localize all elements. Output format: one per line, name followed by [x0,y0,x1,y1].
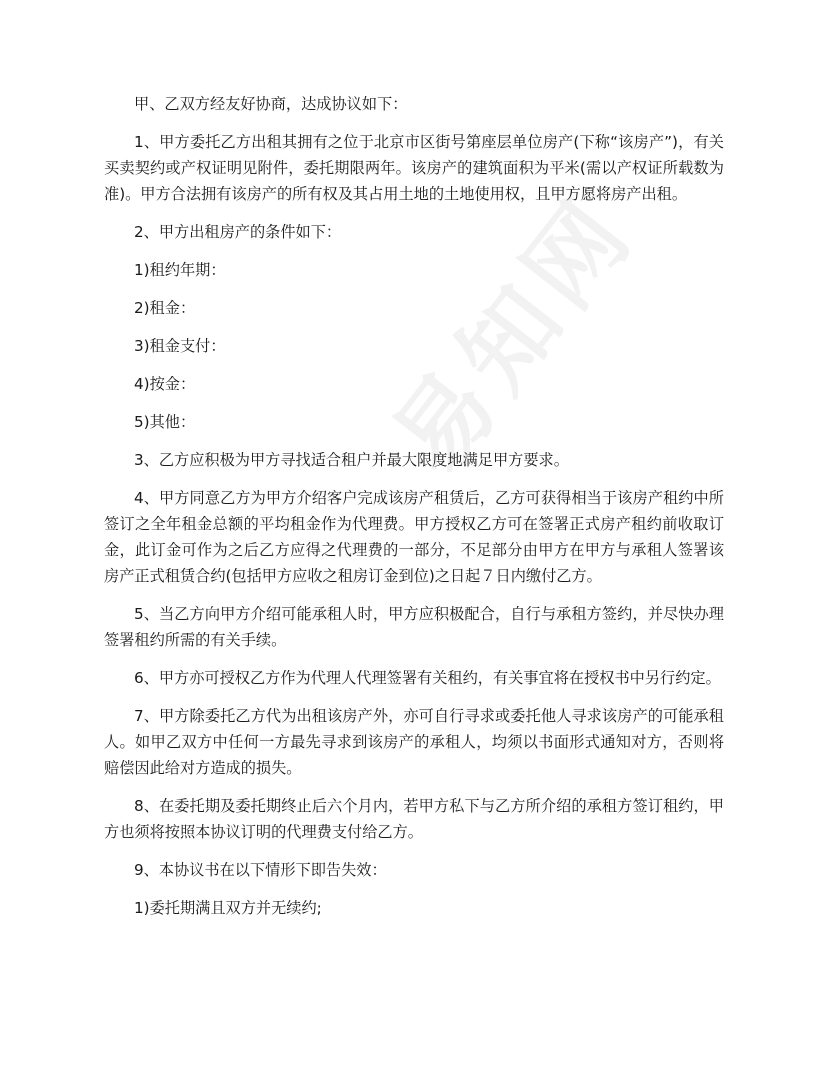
paragraph-clause-5: 5、当乙方向甲方介绍可能承租人时，甲方应积极配合，自行与承租方签约，并尽快办理签署租约所需的有关手续。 [104,605,724,649]
paragraph-clause-4: 4、甲方同意乙方为甲方介绍客户完成该房产租赁后，乙方可获得相当于该房产租约中所签订之全年租金总额的平均租金作为代理费。甲方授权乙方可在签署正式房产租约前收取订金，此订金可作为之后乙方应得之代理费的一部分，不足部分由甲方在甲方与承租人签署该房产正式租赁合约(包括甲方应收之租房订金到位)之日起７日内缴付乙方。 [104,489,724,585]
paragraph-clause-8: 8、在委托期及委托期终止后六个月内，若甲方私下与乙方所介绍的承租方签订租约，甲方也须将按照本协议订明的代理费支付给乙方。 [104,797,724,841]
paragraph-term: 1)租约年期： [134,261,226,279]
paragraph-rent-payment: 3)租金支付： [134,337,226,355]
paragraph-clause-7: 7、甲方除委托乙方代为出租该房产外，亦可自行寻求或委托他人寻求该房产的可能承租人。如甲乙双方中任何一方最先寻求到该房产的承租人，均须以书面形式通知对方，否则将赔偿因此给对方造成的损失。 [104,707,724,777]
paragraph-clause-9: 9、本协议书在以下情形下即告失效： [134,861,387,879]
document-body [104,91,724,921]
paragraph-clause-6: 6、甲方亦可授权乙方作为代理人代理签署有关租约，有关事宜将在授权书中另行约定。 [134,669,721,687]
paragraph-clause-2: 2、甲方出租房产的条件如下： [134,223,342,241]
paragraph-expiry: 1)委托期满且双方并无续约; [134,899,322,917]
paragraph-intro: 甲、乙双方经友好协商，达成协议如下： [134,95,408,113]
paragraph-rent: 2)租金： [134,299,196,317]
paragraph-deposit: 4)按金： [134,375,196,393]
paragraph-other: 5)其他： [134,413,196,431]
paragraph-clause-3: 3、乙方应积极为甲方寻找适合租户并最大限度地满足甲方要求。 [134,451,569,469]
paragraph-clause-1: 1、甲方委托乙方出租其拥有之位于北京市区街号第座层单位房产(下称“该房产”)，有关买卖契约或产权证明见附件，委托期限两年。该房产的建筑面积为平米(需以产权证所载数为准)。甲方合法拥有该房产的所有权及其占用土地的土地使用权，且甲方愿将房产出租。 [104,133,724,203]
